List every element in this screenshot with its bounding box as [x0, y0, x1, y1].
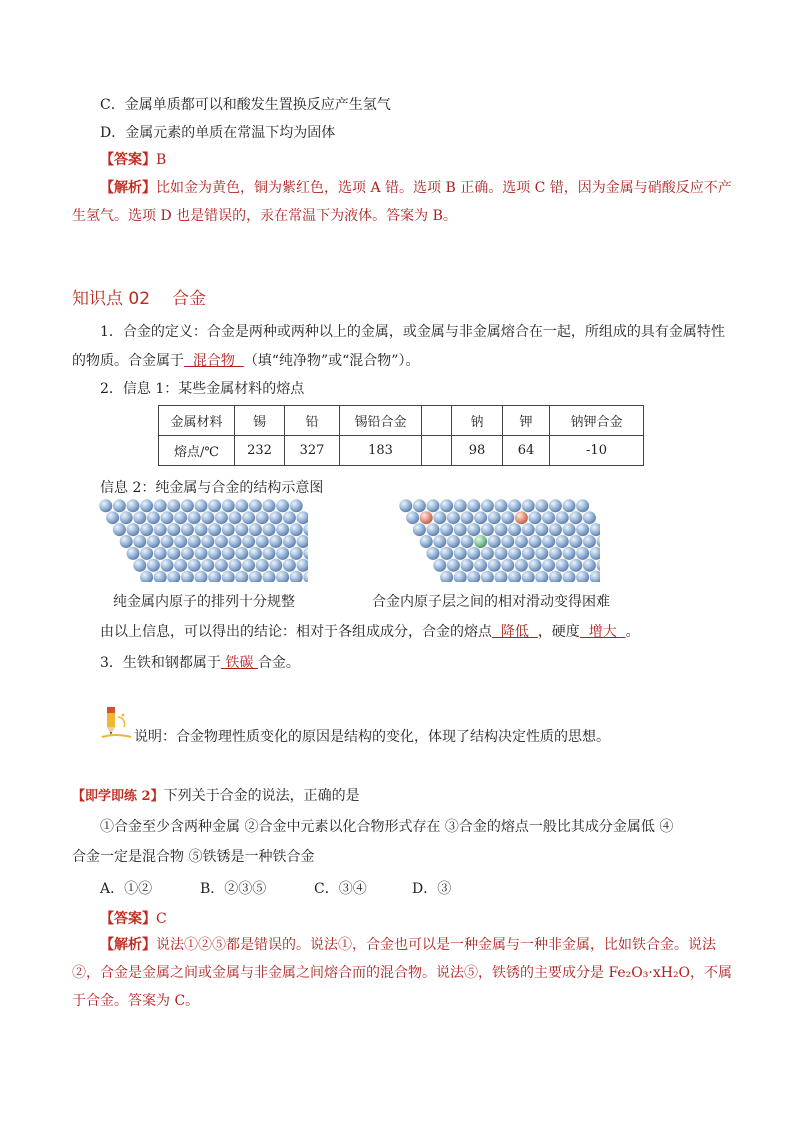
- atom: [563, 547, 576, 560]
- atom: [154, 571, 167, 582]
- analysis-text: 比如金为黄色，铜为紫红色，选项 A 错。选项 B 正确。选项 C 错，因为金属与硝酸反应不产: [156, 180, 732, 196]
- atom: [113, 499, 126, 512]
- section-name: 合金: [172, 289, 207, 309]
- atom: [481, 523, 494, 536]
- atom: [269, 511, 282, 524]
- answer-label: 【答案】: [100, 152, 156, 168]
- atom: [515, 535, 528, 548]
- atom: [215, 511, 228, 524]
- atom: [406, 511, 419, 524]
- atom: [399, 499, 412, 512]
- answer-line: [100, 149, 166, 169]
- atom: [181, 499, 194, 512]
- atom: [427, 523, 440, 536]
- atom: [522, 547, 535, 560]
- table-cell: 铅: [285, 406, 340, 436]
- atom: [222, 547, 235, 560]
- atom: [501, 535, 514, 548]
- atom: [263, 499, 276, 512]
- analysis-text: 说法①②⑤都是错误的。说法①，合金也可以是一种金属与一种非金属，比如铁合金。说法: [156, 937, 716, 953]
- atom: [297, 559, 309, 572]
- atom: [147, 535, 160, 548]
- atom: [303, 571, 308, 582]
- atom: [290, 523, 303, 536]
- atom: [167, 523, 180, 536]
- atom: [535, 571, 548, 582]
- table-cell: [422, 436, 452, 466]
- table-cell: -10: [550, 436, 644, 466]
- atom: [474, 511, 487, 524]
- option-c: C．③④: [314, 881, 367, 897]
- atom: [597, 559, 601, 572]
- atom: [590, 571, 600, 582]
- atom: [229, 511, 242, 524]
- atom: [208, 547, 221, 560]
- atom: [215, 535, 228, 548]
- atom: [467, 571, 480, 582]
- atom: [569, 511, 582, 524]
- point1-line2: [72, 350, 419, 370]
- atom: [133, 559, 146, 572]
- section-title: [72, 284, 206, 309]
- atom: [535, 499, 548, 512]
- atom: [433, 559, 446, 572]
- atom: [569, 535, 582, 548]
- conclusion-text-b: ，硬度: [537, 624, 580, 640]
- conclusion-text-a: 由以上信息，可以得出的结论：相对于各组成成分，合金的熔点: [100, 624, 492, 640]
- point3-text-b: 合金。: [257, 655, 300, 671]
- practice-analysis-line-1: [100, 934, 716, 954]
- atom: [127, 523, 140, 536]
- atom: [235, 571, 248, 582]
- point1-text-b: （填“纯净物”或“混合物”）。: [243, 353, 420, 369]
- alloy-atoms: [399, 499, 600, 582]
- atom: [133, 535, 146, 548]
- atom: [290, 547, 303, 560]
- atom: [235, 523, 248, 536]
- section-number: 知识点 02: [72, 289, 151, 309]
- practice-analysis-line-3: 于合金。答案为 C。: [72, 993, 200, 1009]
- atom: [208, 571, 221, 582]
- atom: [461, 535, 474, 548]
- practice-analysis-line-2: ②，合金是金属之间或金属与非金属之间熔合而的混合物。说法⑤，铁锈的主要成分是 Fe₂O₃·xH₂O，不属: [72, 965, 733, 981]
- conclusion-line: [100, 621, 640, 641]
- atom: [195, 571, 208, 582]
- atom: [556, 559, 569, 572]
- atom: [276, 523, 289, 536]
- atom: [522, 523, 535, 536]
- info2-heading: 信息 2：纯金属与合金的结构示意图: [100, 480, 324, 496]
- point1-text-a: 的物质。合金属于: [72, 353, 184, 369]
- atom: [576, 571, 589, 582]
- atom: [495, 571, 508, 582]
- atom: [461, 559, 474, 572]
- atom: [263, 523, 276, 536]
- practice-answer-line: [100, 908, 167, 928]
- atom: [174, 511, 187, 524]
- atom: [188, 559, 201, 572]
- atom: [106, 511, 119, 524]
- atom: [201, 511, 214, 524]
- atom: [522, 571, 535, 582]
- atom: [447, 535, 460, 548]
- atom: [140, 571, 153, 582]
- analysis-line-2: 生氢气。选项 D 也是错误的，汞在常温下为液体。答案为 B。: [72, 208, 457, 224]
- atom: [161, 535, 174, 548]
- atom: [208, 499, 221, 512]
- atom: [249, 499, 262, 512]
- atom: [290, 499, 303, 512]
- option-b: B．②③⑤: [200, 881, 267, 897]
- atom: [283, 511, 296, 524]
- atom: [529, 511, 542, 524]
- atom: [549, 547, 562, 560]
- atom: [597, 535, 601, 548]
- atom: [154, 523, 167, 536]
- atom: [542, 559, 555, 572]
- atom: [563, 499, 576, 512]
- atom: [133, 511, 146, 524]
- atom: [195, 523, 208, 536]
- atom: [413, 499, 426, 512]
- atom: [427, 499, 440, 512]
- atom: [420, 535, 433, 548]
- atom: [495, 547, 508, 560]
- atom: [454, 547, 467, 560]
- atom: [433, 511, 446, 524]
- atom: [99, 499, 112, 512]
- atom: [488, 511, 501, 524]
- atom: [229, 535, 242, 548]
- analysis-label: 【解析】: [100, 180, 156, 196]
- atom: [167, 571, 180, 582]
- atom: [276, 499, 289, 512]
- atom: [113, 523, 126, 536]
- atom: [263, 547, 276, 560]
- atom: [276, 571, 289, 582]
- atom: [256, 559, 269, 572]
- point3-text-a: 3．生铁和钢都属于: [100, 655, 221, 671]
- atom: [535, 547, 548, 560]
- atom: [297, 535, 309, 548]
- atom: [276, 547, 289, 560]
- atom: [440, 499, 453, 512]
- table-cell: 98: [452, 436, 503, 466]
- atom: [549, 499, 562, 512]
- atom: [508, 571, 521, 582]
- atom: [174, 535, 187, 548]
- atom: [576, 499, 589, 512]
- atom: [188, 535, 201, 548]
- table-header-row: [159, 406, 644, 436]
- atom: [529, 559, 542, 572]
- atom: [515, 511, 528, 524]
- atom: [140, 499, 153, 512]
- atom: [563, 571, 576, 582]
- atom: [127, 499, 140, 512]
- atom: [542, 511, 555, 524]
- atom: [529, 535, 542, 548]
- atom: [495, 523, 508, 536]
- atom: [167, 547, 180, 560]
- point3-line: [100, 652, 300, 672]
- atom: [256, 535, 269, 548]
- blank-hardness: 增大: [579, 624, 626, 640]
- blank-melting-point: 降低: [492, 624, 538, 640]
- atom: [188, 511, 201, 524]
- atom: [569, 559, 582, 572]
- table-cell: 183: [340, 436, 422, 466]
- atom: [147, 511, 160, 524]
- atom: [501, 511, 514, 524]
- atom: [488, 535, 501, 548]
- atom: [195, 547, 208, 560]
- atom: [290, 571, 303, 582]
- atom: [201, 559, 214, 572]
- atom: [481, 499, 494, 512]
- blank-iron-carbon: 铁碳: [220, 655, 258, 671]
- atom: [263, 571, 276, 582]
- atom: [447, 511, 460, 524]
- atom: [161, 559, 174, 572]
- table-cell: [422, 406, 452, 436]
- atom: [269, 535, 282, 548]
- atom: [583, 559, 596, 572]
- atom: [508, 523, 521, 536]
- atom: [590, 547, 600, 560]
- answer-value: C: [156, 911, 167, 927]
- answer-label: 【答案】: [100, 911, 156, 927]
- pen-note-icon: [98, 705, 134, 743]
- atom: [556, 535, 569, 548]
- atom: [467, 547, 480, 560]
- option-a: A．①②: [100, 881, 153, 897]
- melting-point-table: [158, 405, 644, 466]
- atom: [467, 499, 480, 512]
- conclusion-text-c: 。: [625, 624, 640, 640]
- caption-pure-metal: 纯金属内原子的排列十分规整: [113, 594, 295, 610]
- atom: [249, 547, 262, 560]
- atom: [474, 535, 487, 548]
- statements-line-1: ①合金至少含两种金属 ②合金中元素以化合物形式存在 ③合金的熔点一般比其成分金属低 ④: [100, 819, 674, 835]
- atom: [242, 511, 255, 524]
- atom: [242, 559, 255, 572]
- atom: [161, 511, 174, 524]
- atom: [215, 559, 228, 572]
- atom: [454, 523, 467, 536]
- atom: [120, 535, 133, 548]
- atom: [229, 559, 242, 572]
- atom: [556, 511, 569, 524]
- atom: [222, 499, 235, 512]
- option-c: C．金属单质都可以和酸发生置换反应产生氢气: [100, 97, 391, 113]
- table-row: [159, 436, 644, 466]
- atom: [167, 499, 180, 512]
- atom: [181, 523, 194, 536]
- atom: [242, 535, 255, 548]
- atom: [515, 559, 528, 572]
- atom: [461, 511, 474, 524]
- atom: [222, 523, 235, 536]
- atom: [283, 535, 296, 548]
- atom: [467, 523, 480, 536]
- atom: [427, 547, 440, 560]
- atom: [297, 511, 309, 524]
- table-cell: 金属材料: [159, 406, 235, 436]
- atom: [535, 523, 548, 536]
- point1-line1: 1．合金的定义：合金是两种或两种以上的金属，或金属与非金属熔合在一起，所组成的具有金属特性: [100, 324, 725, 340]
- table-cell: 锡铅合金: [340, 406, 422, 436]
- note-text: 说明：合金物理性质变化的原因是结构的变化，体现了结构决定性质的思想。: [134, 729, 610, 745]
- atom: [590, 523, 600, 536]
- atom: [474, 559, 487, 572]
- practice-question: [72, 785, 360, 805]
- atom: [563, 523, 576, 536]
- atom: [127, 547, 140, 560]
- atom: [481, 571, 494, 582]
- atom: [140, 523, 153, 536]
- statements-line-2: 合金一定是混合物 ⑤铁锈是一种铁合金: [72, 849, 315, 865]
- atom: [269, 559, 282, 572]
- atom: [440, 523, 453, 536]
- atom: [195, 499, 208, 512]
- atom: [481, 547, 494, 560]
- atom: [208, 523, 221, 536]
- atom: [583, 511, 596, 524]
- table-cell: 232: [235, 436, 285, 466]
- atom: [508, 499, 521, 512]
- atom: [501, 559, 514, 572]
- atom: [303, 547, 308, 560]
- table-cell: 钠钾合金: [550, 406, 644, 436]
- atom: [420, 511, 433, 524]
- table-cell: 钠: [452, 406, 503, 436]
- atom: [522, 499, 535, 512]
- atom: [576, 523, 589, 536]
- atom: [303, 523, 308, 536]
- atom: [181, 571, 194, 582]
- atom: [576, 547, 589, 560]
- atom: [222, 571, 235, 582]
- table-cell: 64: [503, 436, 550, 466]
- table-cell: 钾: [503, 406, 550, 436]
- atom: [542, 535, 555, 548]
- table-cell: 327: [285, 436, 340, 466]
- table-cell: 锡: [235, 406, 285, 436]
- alloy-diagram: [398, 498, 600, 582]
- atom: [447, 559, 460, 572]
- analysis-line-1: [100, 177, 732, 197]
- atom: [140, 547, 153, 560]
- pure-metal-atoms: [99, 499, 308, 582]
- answer-value: B: [156, 152, 167, 168]
- atom: [120, 511, 133, 524]
- atom: [256, 511, 269, 524]
- practice-question-text: 下列关于合金的说法，正确的是: [163, 788, 360, 804]
- atom: [549, 571, 562, 582]
- atom: [413, 523, 426, 536]
- practice-label: 【即学即练 2】: [72, 789, 164, 804]
- atom: [508, 547, 521, 560]
- atom: [454, 499, 467, 512]
- atom: [154, 547, 167, 560]
- atom: [495, 499, 508, 512]
- atom: [440, 571, 453, 582]
- atom: [235, 547, 248, 560]
- atom: [583, 535, 596, 548]
- atom: [440, 547, 453, 560]
- option-d: D．③: [412, 881, 452, 897]
- atom: [283, 559, 296, 572]
- atom: [433, 535, 446, 548]
- atom: [154, 499, 167, 512]
- atom: [249, 571, 262, 582]
- analysis-label: 【解析】: [100, 937, 156, 953]
- point2-heading: 2．信息 1：某些金属材料的熔点: [100, 381, 305, 397]
- atom: [201, 535, 214, 548]
- atom: [488, 559, 501, 572]
- atom: [147, 559, 160, 572]
- atom: [181, 547, 194, 560]
- table-cell: 熔点/℃: [159, 436, 235, 466]
- pure-metal-diagram: [98, 498, 308, 582]
- atom: [549, 523, 562, 536]
- atom: [454, 571, 467, 582]
- caption-alloy: 合金内原子层之间的相对滑动变得困难: [372, 594, 610, 610]
- atom: [235, 499, 248, 512]
- blank-mixture: 混合物: [184, 353, 244, 369]
- atom: [249, 523, 262, 536]
- atom: [174, 559, 187, 572]
- option-d: D．金属元素的单质在常温下均为固体: [100, 125, 336, 141]
